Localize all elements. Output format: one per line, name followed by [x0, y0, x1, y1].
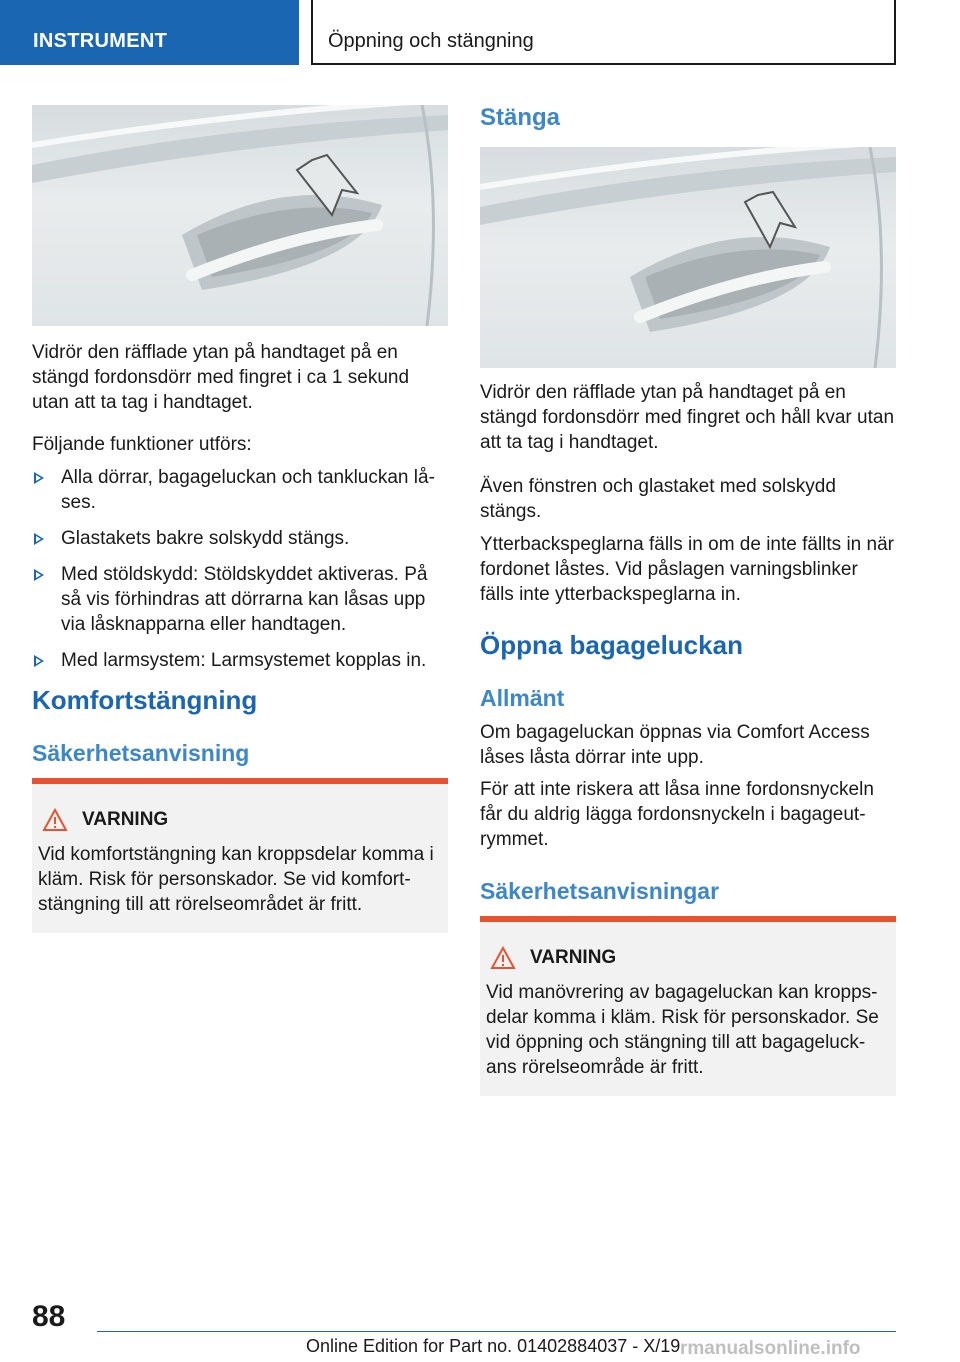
warning-text: Vid manövrering av bagageluckan kan kroppsdelar komma i kläm. Risk för personskador. Se vid öppning och stängning till att bagageluckans rörelseområde är fritt. [486, 982, 879, 1078]
heading-open-trunk: Öppna bagageluckan [480, 630, 743, 660]
heading-close: Stänga [480, 104, 561, 131]
windows-close-text: Även fönstren och glastaket med solskydd stängs. [480, 476, 836, 522]
functions-intro: Följande funktioner utförs: [32, 434, 252, 455]
bullet-triangle-icon [34, 472, 44, 484]
list-item: Alla dörrar, bagageluckan och tankluckan låses. [32, 465, 448, 515]
door-handle-touch-image [32, 105, 448, 326]
watermark: rmanualsonline.info [680, 1338, 861, 1359]
warning-triangle-icon [42, 808, 68, 832]
warning-box [480, 916, 896, 1096]
warning-text: Vid komfortstängning kan kroppsdelar komma i kläm. Risk för personskador. Se vid komfortstängning till att rörelseområdet är fritt. [38, 844, 434, 915]
locking-functions-list [32, 465, 448, 684]
topic-title: Öppning och stängning [311, 0, 896, 65]
mirrors-text: Ytterbackspeglarna fälls in om de inte fällts in när fordonet låstes. Vid påslagen varningsblinker fälls inte ytterbackspeglarna in. [480, 534, 894, 605]
warning-box [32, 778, 448, 933]
warning-triangle-icon [490, 946, 516, 970]
warning-title: VARNING [82, 809, 169, 830]
heading-comfort-closing: Komfortstängning [32, 685, 258, 715]
touch-instruction-text: Vidrör den räfflade ytan på handtaget på en stängd fordonsdörr med fingret i ca 1 sekund utan att ta tag i handtaget. [32, 342, 410, 413]
list-item: Med stöldskydd: Stöldskyddet aktiveras. På så vis förhindras att dörrarna kan låsas upp via låsknapparna eller handtagen. [32, 562, 448, 637]
close-instruction-text: Vidrör den räfflade ytan på handtaget på en stängd fordonsdörr med fingret och håll kvar utan att ta tag i handtaget. [480, 382, 895, 453]
list-item: Med larmsystem: Larmsystemet kopplas in. [32, 648, 448, 673]
door-handle-close-image [480, 147, 896, 368]
subheading-safety-instructions: Säkerhetsanvisningar [480, 878, 720, 904]
comfort-access-text: Om bagageluckan öppnas via Comfort Access låses låsta dörrar inte upp. [480, 722, 870, 768]
bullet-triangle-icon [34, 533, 44, 545]
list-item: Glastakets bakre solskydd stängs. [32, 526, 448, 551]
key-warning-text: För att inte riskera att låsa inne fordonsnyckeln får du aldrig lägga fordonsnyckeln i bagageutrymmet. [480, 779, 874, 850]
warning-title: VARNING [530, 947, 617, 968]
subheading-general: Allmänt [480, 685, 565, 711]
section-tab: INSTRUMENT [0, 0, 299, 65]
bullet-triangle-icon [34, 655, 44, 667]
edition-footer: Online Edition for Part no. 01402884037 - X/19 [306, 1336, 681, 1356]
bullet-triangle-icon [34, 569, 44, 581]
subheading-safety: Säkerhetsanvisning [32, 740, 250, 766]
page-number: 88 [32, 1300, 66, 1333]
footer-divider [97, 1331, 896, 1332]
